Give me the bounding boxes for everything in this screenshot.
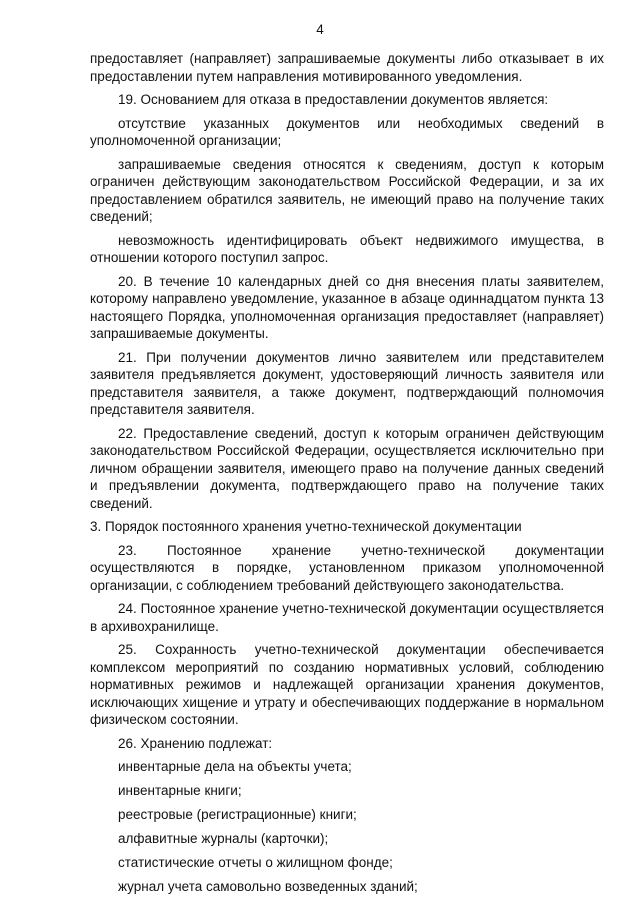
paragraph-22: 22. Предоставление сведений, доступ к которым ограничен действующим законодательством Российской Федерации, осуществляется исключительно при личном обращении заявителя, имеющего право на получение данных сведений и предъявлении документа, подтверждающего право на получение таких сведений.	[90, 425, 604, 511]
paragraph-19-reason-2: запрашиваемые сведения относятся к сведениям, доступ к которым ограничен действующим законодательством Российской Федерации, и за их предоставлением обратился заявитель, не имеющий право на получение таких сведений;	[90, 156, 604, 224]
paragraph-26: 26. Хранению подлежат:	[118, 735, 273, 751]
section-heading: 3. Порядок постоянного хранения учетно-технической документации	[90, 519, 522, 534]
list-item: инвентарные дела на объекты учета;	[118, 759, 352, 774]
paragraph-19-reason-3: невозможность идентифицировать объект недвижимого имущества, в отношении которого поступил запрос.	[90, 232, 604, 265]
paragraph-21: 21. При получении документов лично заявителем или представителем заявителя предъявляется документ, удостоверяющий личность заявителя или представителя заявителя, а также документ, подтверждающий полномочия представителя заявителя.	[90, 349, 604, 417]
paragraph-25: 25. Сохранность учетно-технической документации обеспечивается комплексом мероприятий по созданию нормативных условий, соблюдению нормативных режимов и надлежащей организации хранения документов, исключающих хищение и утрату и обеспечивающих поддержание в нормальном физическом состоянии.	[90, 642, 604, 727]
page-number: 4	[316, 22, 324, 37]
list-item: журнал учета самовольно возведенных зданий;	[118, 879, 418, 894]
paragraph-19-reason-1: отсутствие указанных документов или необходимых сведений в уполномоченной организации;	[90, 115, 604, 148]
list-item: инвентарные книги;	[118, 783, 242, 798]
paragraph-23: 23. Постоянное хранение учетно-технической документации осуществляются в порядке, установленном приказом уполномоченной организации, с соблюдением требований действующего законодательства.	[90, 542, 604, 593]
paragraph-24: 24. Постоянное хранение учетно-технической документации осуществляется в архивохранилище.	[90, 601, 604, 634]
list-item: алфавитные журналы (карточки);	[118, 831, 329, 846]
paragraph-20: 20. В течение 10 календарных дней со дня внесения платы заявителем, которому направлено уведомление, указанное в абзаце одиннадцатом пункта 13 настоящего Порядка, уполномоченная организация предоставляет (направляет) запрашиваемые документы.	[90, 273, 604, 341]
paragraph-continuation: предоставляет (направляет) запрашиваемые документы либо отказывает в их предоставлении путем направления мотивированного уведомления.	[90, 51, 604, 84]
paragraph-19: 19. Основанием для отказа в предоставлении документов является:	[118, 92, 549, 107]
document-body	[90, 50, 604, 902]
list-item: реестровые (регистрационные) книги;	[118, 807, 357, 822]
list-item: статистические отчеты о жилищном фонде;	[118, 855, 393, 870]
